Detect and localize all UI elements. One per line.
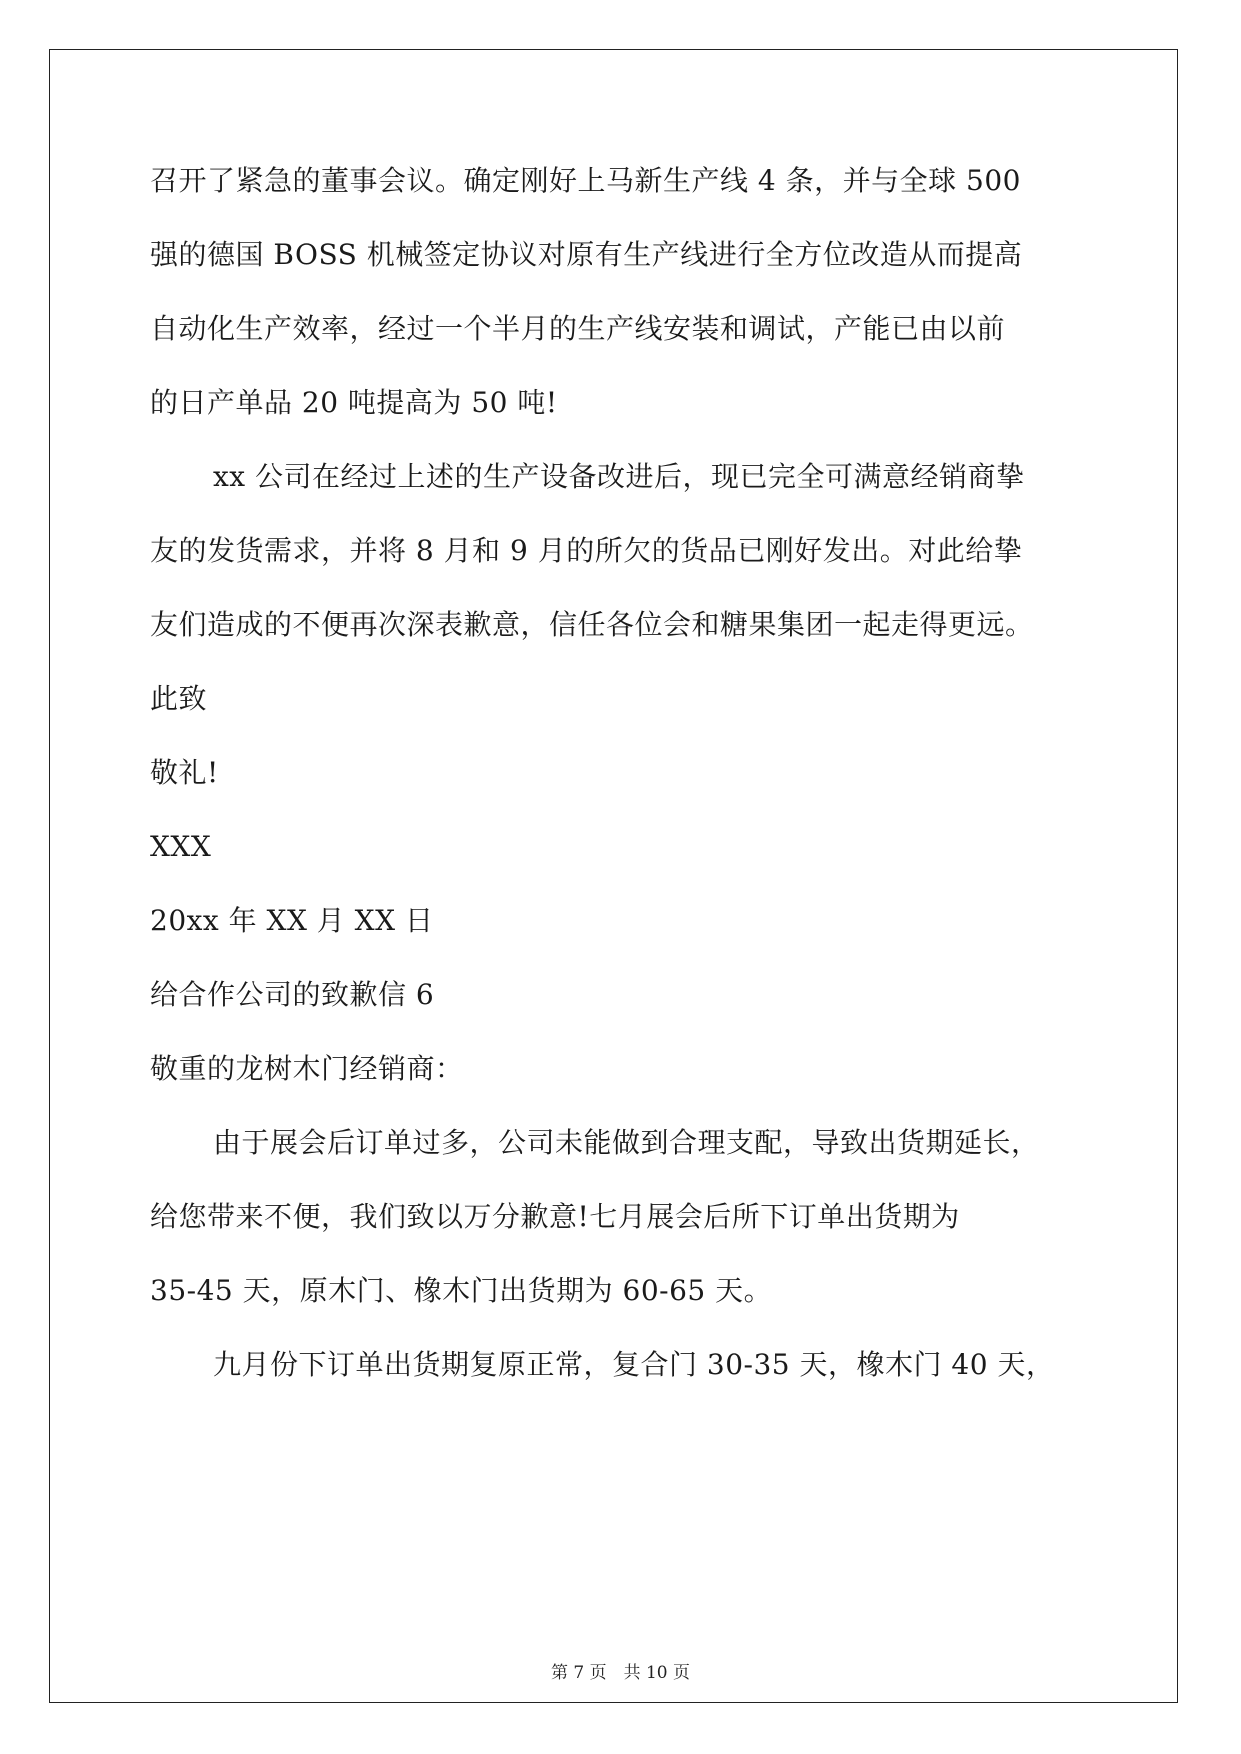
paragraph-line: xx 公司在经过上述的生产设备改进后，现已完全可满意经销商挚 [213,460,1025,493]
signature-name: XXX [150,830,212,863]
closing-regards: 敬礼! [150,756,219,789]
paragraph-line: 友们造成的不便再次深表歉意，信任各位会和糖果集团一起走得更远。 [150,608,1034,641]
paragraph-line: 35-45 天，原木门、橡木门出货期为 60-65 天。 [150,1274,773,1307]
page-border [49,49,1178,1703]
page-number-footer: 第 7 页 共 10 页 [550,1663,691,1683]
paragraph-line: 的日产单品 20 吨提高为 50 吨! [150,386,558,419]
closing-salutation: 此致 [150,682,208,715]
paragraph-line: 给您带来不便，我们致以万分歉意!七月展会后所下订单出货期为 [150,1200,960,1233]
letter-greeting: 敬重的龙树木门经销商： [150,1052,464,1085]
paragraph-line: 强的德国 BOSS 机械签定协议对原有生产线进行全方位改造从而提高 [150,238,1023,271]
paragraph-line: 友的发货需求，并将 8 月和 9 月的所欠的货品已刚好发出。对此给挚 [150,534,1023,567]
paragraph-line: 召开了紧急的董事会议。确定刚好上马新生产线 4 条，并与全球 500 [150,164,1021,197]
signature-date: 20xx 年 XX 月 XX 日 [150,904,434,937]
section-title: 给合作公司的致歉信 6 [150,978,435,1011]
paragraph-line: 自动化生产效率，经过一个半月的生产线安装和调试，产能已由以前 [150,312,1006,345]
paragraph-line: 由于展会后订单过多，公司未能做到合理支配，导致出货期延长， [213,1126,1040,1159]
paragraph-line: 九月份下订单出货期复原正常，复合门 30-35 天，橡木门 40 天， [213,1348,1055,1381]
